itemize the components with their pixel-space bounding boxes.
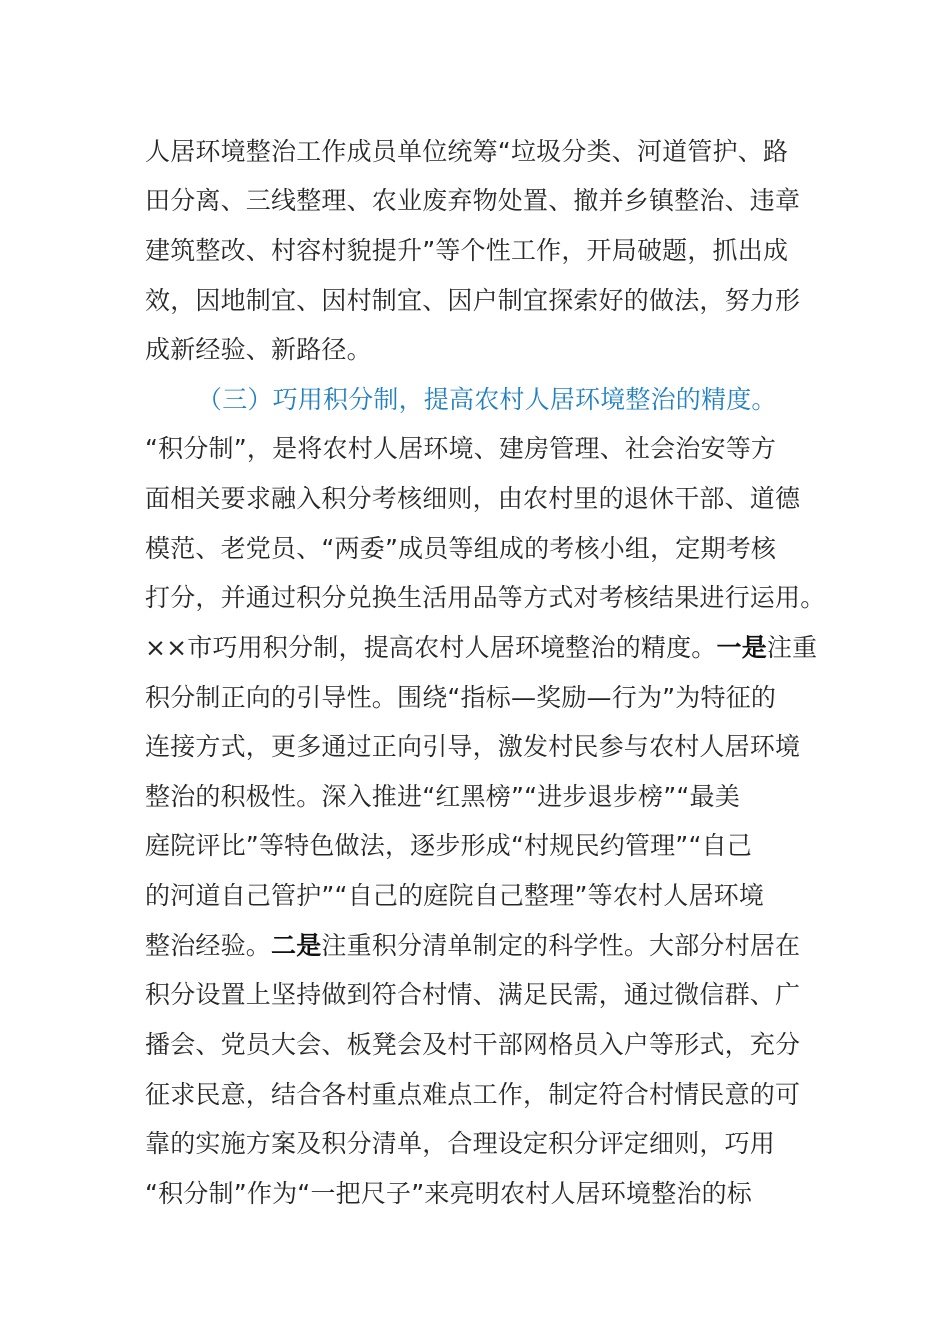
body-text-line: 打分，并通过积分兑换生活用品等方式对考核结果进行运用。 (145, 583, 826, 612)
body-text-line: 效，因地制宜、因村制宜、因户制宜探索好的做法，努力形 (145, 286, 801, 315)
body-text-line: “积分制”作为“一把尺子”来亮明农村人居环境整治的标 (145, 1179, 753, 1208)
body-text-line: “积分制”，是将农村人居环境、建房管理、社会治安等方 (145, 434, 777, 463)
body-text-line: 成新经验、新路径。 (145, 335, 372, 364)
body-text-line: 播会、党员大会、板凳会及村干部网格员入户等形式，充分 (145, 1030, 801, 1059)
body-text-segment: 注重积分清单制定的科学性。大部分村居在 (321, 931, 801, 960)
body-text-line: 靠的实施方案及积分清单，合理设定积分评定细则，巧用 (145, 1129, 776, 1158)
body-text-line: 的河道自己管护”“自己的庭院自己整理”等农村人居环境 (145, 881, 765, 910)
body-text-line: 建筑整改、村容村貌提升”等个性工作，开局破题，抓出成 (145, 236, 789, 265)
body-text-line: 田分离、三线整理、农业废弃物处置、撤并乡镇整治、违章 (145, 186, 801, 215)
section-heading: （三）巧用积分制，提高农村人居环境整治的精度。 (197, 385, 777, 414)
emphasis-text: 一是 (716, 633, 767, 662)
body-text-line: 征求民意，结合各村重点难点工作，制定符合村情民意的可 (145, 1080, 801, 1109)
body-text-line: 庭院评比”等特色做法，逐步形成“村规民约管理”“自己 (145, 831, 753, 860)
body-text-segment: 整治经验。 (145, 931, 272, 960)
body-text-line (145, 921, 825, 971)
body-text-line: 模范、老党员、“两委”成员等组成的考核小组，定期考核 (145, 534, 777, 563)
body-text-line: 人居环境整治工作成员单位统筹“垃圾分类、河道管护、路 (145, 137, 789, 166)
emphasis-text: 二是 (271, 931, 322, 960)
body-text-line: 面相关要求融入积分考核细则，由农村里的退休干部、道德 (145, 484, 801, 513)
body-text-line (145, 623, 825, 673)
body-text-line: 积分设置上坚持做到符合村情、满足民需，通过微信群、广 (145, 980, 801, 1009)
body-text-line: 整治的积极性。深入推进“红黑榜”“进步退步榜”“最美 (145, 782, 740, 811)
body-text-line: 连接方式，更多通过正向引导，激发村民参与农村人居环境 (145, 732, 801, 761)
body-text-segment: ××市巧用积分制，提高农村人居环境整治的精度。 (145, 633, 717, 662)
body-text-segment: 注重 (766, 633, 818, 662)
body-text-line: 积分制正向的引导性。围绕“指标—奖励—行为”为特征的 (145, 683, 777, 712)
